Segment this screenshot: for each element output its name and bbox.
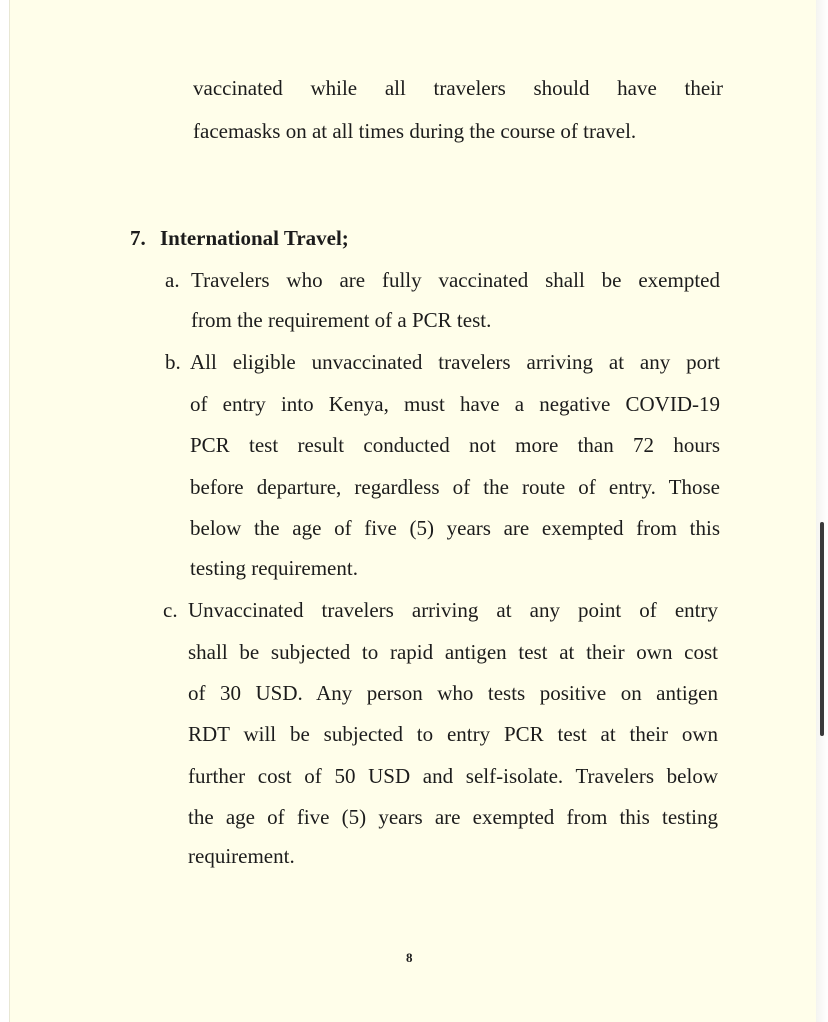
item-a-line-2: from the requirement of a PCR test.: [191, 308, 492, 332]
item-c-line-7: requirement.: [188, 844, 295, 868]
section-heading: [130, 218, 349, 259]
item-b-line-2: of entry into Kenya, must have a negative COVID-19: [190, 392, 720, 416]
document-page: [10, 0, 816, 1022]
item-a-line-1: Travelers who are fully vaccinated shall be exempted: [191, 268, 720, 292]
item-c-line-6: the age of five (5) years are exempted from this testing: [188, 805, 718, 829]
item-c-line-5: further cost of 50 USD and self-isolate. Travelers below: [188, 764, 718, 788]
vertical-scrollbar[interactable]: [820, 522, 824, 736]
item-c-marker: c.: [163, 598, 178, 622]
item-b-marker: b.: [165, 350, 181, 374]
page-number: 8: [406, 950, 413, 965]
item-a-marker: a.: [165, 268, 180, 292]
section-number: 7.: [130, 226, 146, 250]
intro-line-1: vaccinated while all travelers should have their: [193, 76, 723, 100]
item-b-line-4: before departure, regardless of the route of entry. Those: [190, 475, 720, 499]
item-c-line-2: shall be subjected to rapid antigen test at their own cost: [188, 640, 718, 664]
viewer-margin: [816, 0, 828, 1022]
item-c-line-4: RDT will be subjected to entry PCR test at their own: [188, 722, 718, 746]
section-title: International Travel;: [160, 226, 349, 250]
intro-line-2: facemasks on at all times during the course of travel.: [193, 119, 637, 143]
item-b-line-5: below the age of five (5) years are exempted from this: [190, 516, 720, 540]
item-b-line-1: All eligible unvaccinated travelers arriving at any port: [190, 350, 720, 374]
item-c-line-1: Unvaccinated travelers arriving at any point of entry: [188, 598, 718, 622]
item-b-line-3: PCR test result conducted not more than 72 hours: [190, 433, 720, 457]
item-c-line-3: of 30 USD. Any person who tests positive on antigen: [188, 681, 718, 705]
item-b-line-6: testing requirement.: [190, 556, 358, 580]
